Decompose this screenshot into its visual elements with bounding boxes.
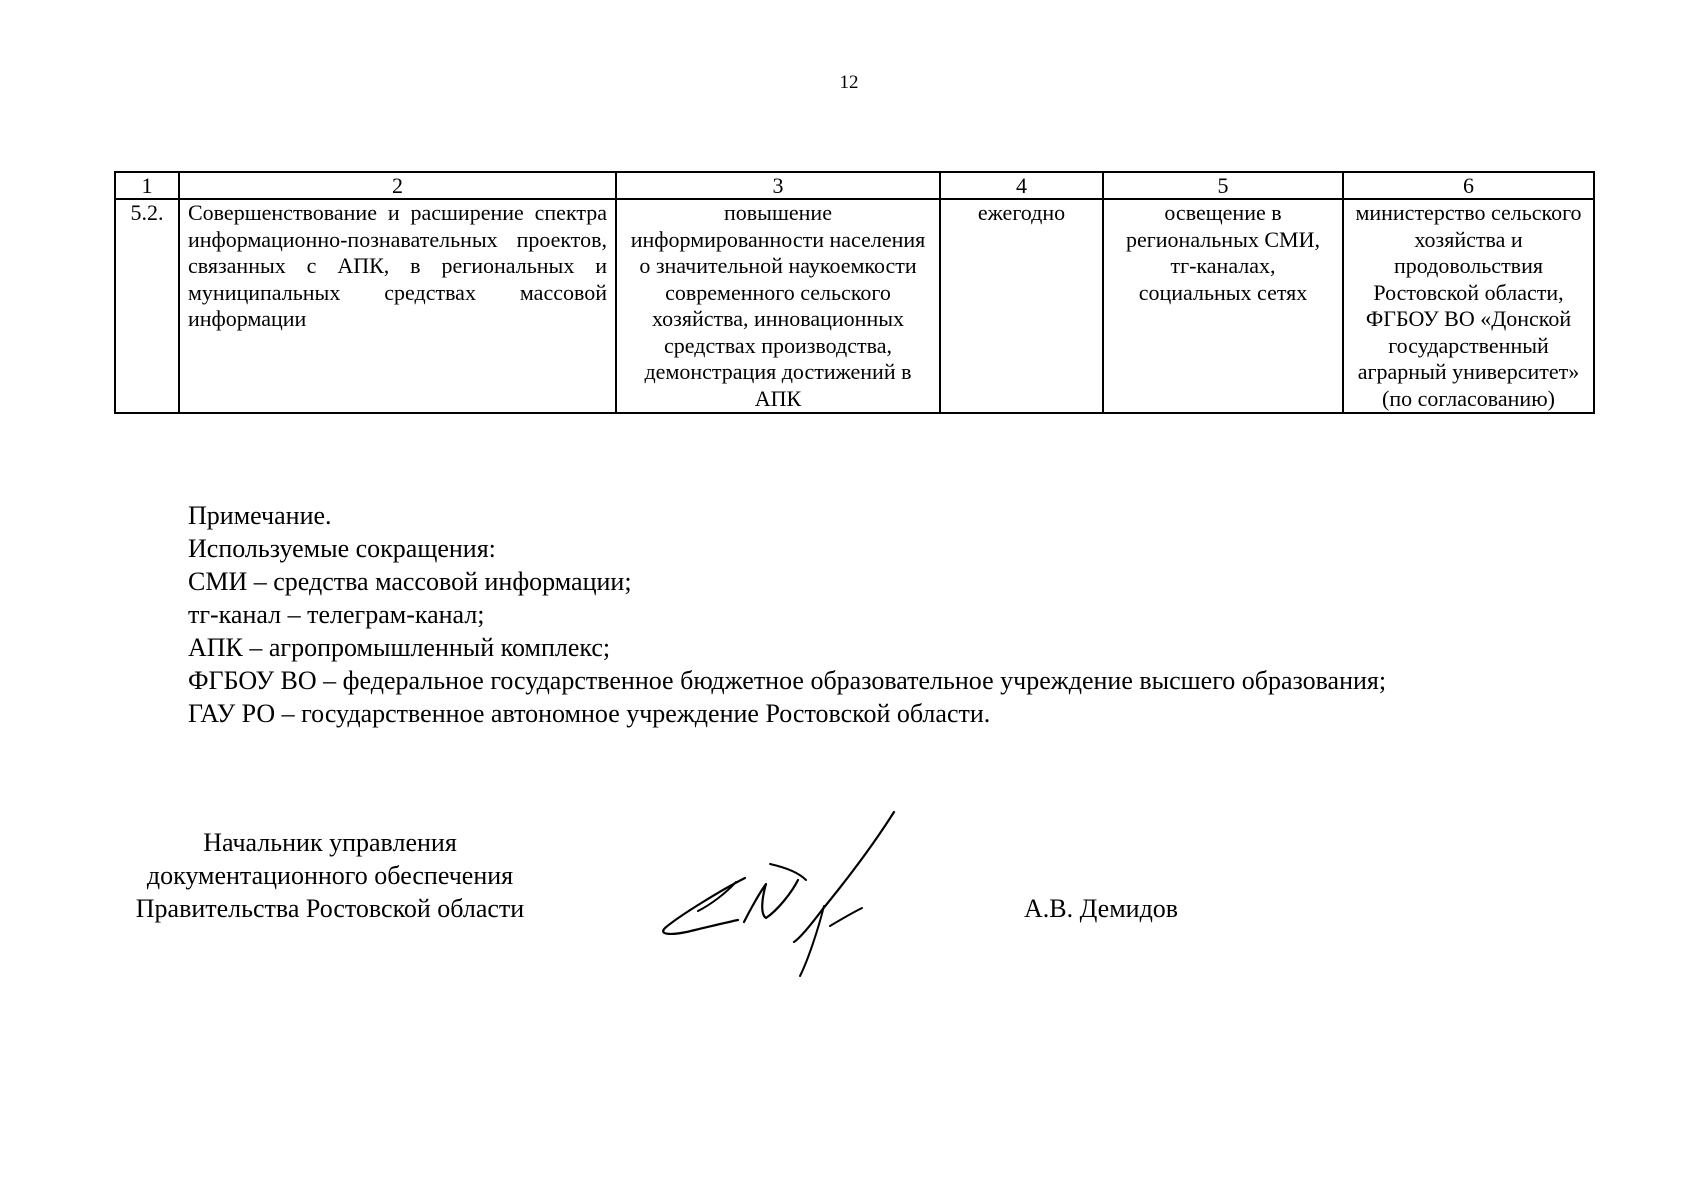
row-number: 5.2. bbox=[115, 199, 179, 413]
table-header-row bbox=[115, 172, 1594, 199]
executor: министерство сельского хозяйства и продовольствия Ростовской области, ФГБОУ ВО «Донской государственный аграрный университет» (по согласованию) bbox=[1343, 199, 1594, 413]
task-description: Совершенствование и расширение спектра информационно-познавательных проектов, связанных с АПК, в региональных и муниципальных средствах массовой информации bbox=[179, 199, 616, 413]
column-header-2: 2 bbox=[179, 172, 616, 199]
position-line: Правительства Ростовской области bbox=[135, 894, 525, 923]
table-row bbox=[115, 199, 1594, 413]
column-header-6: 6 bbox=[1343, 172, 1594, 199]
position-line: Начальник управления bbox=[203, 828, 457, 857]
handwritten-signature bbox=[650, 810, 950, 980]
column-header-4: 4 bbox=[940, 172, 1103, 199]
notes-subtitle: Используемые сокращения: bbox=[188, 534, 496, 563]
abbreviation-item: СМИ – средства массовой информации; bbox=[188, 567, 632, 596]
column-header-1: 1 bbox=[115, 172, 179, 199]
column-header-5: 5 bbox=[1103, 172, 1343, 199]
notes-block bbox=[188, 499, 1386, 730]
page-number: 12 bbox=[839, 72, 859, 93]
position-line: документационного обеспечения bbox=[146, 861, 514, 890]
notes-title: Примечание. bbox=[188, 501, 332, 530]
abbreviation-item: тг-канал – телеграм-канал; bbox=[188, 600, 485, 629]
signatory-position bbox=[100, 826, 560, 925]
abbreviation-item: ФГБОУ ВО – федеральное государственное бюджетное образовательное учреждение высшего образования; bbox=[188, 666, 1387, 695]
abbreviation-item: ГАУ РО – государственное автономное учреждение Ростовской области. bbox=[188, 699, 991, 728]
column-header-3: 3 bbox=[616, 172, 940, 199]
abbreviation-item: АПК – агропромышленный комплекс; bbox=[188, 633, 611, 662]
signatory-name: А.В. Демидов bbox=[1024, 894, 1179, 923]
expected-result: повышение информированности населения о значительной наукоемкости современного сельского хозяйства, инновационных средствах производства, демонстрация достижений в АПК bbox=[616, 199, 940, 413]
plan-table bbox=[114, 171, 1595, 414]
form-of-coverage: освещение в региональных СМИ, тг-каналах, социальных сетях bbox=[1103, 199, 1343, 413]
period: ежегодно bbox=[940, 199, 1103, 413]
